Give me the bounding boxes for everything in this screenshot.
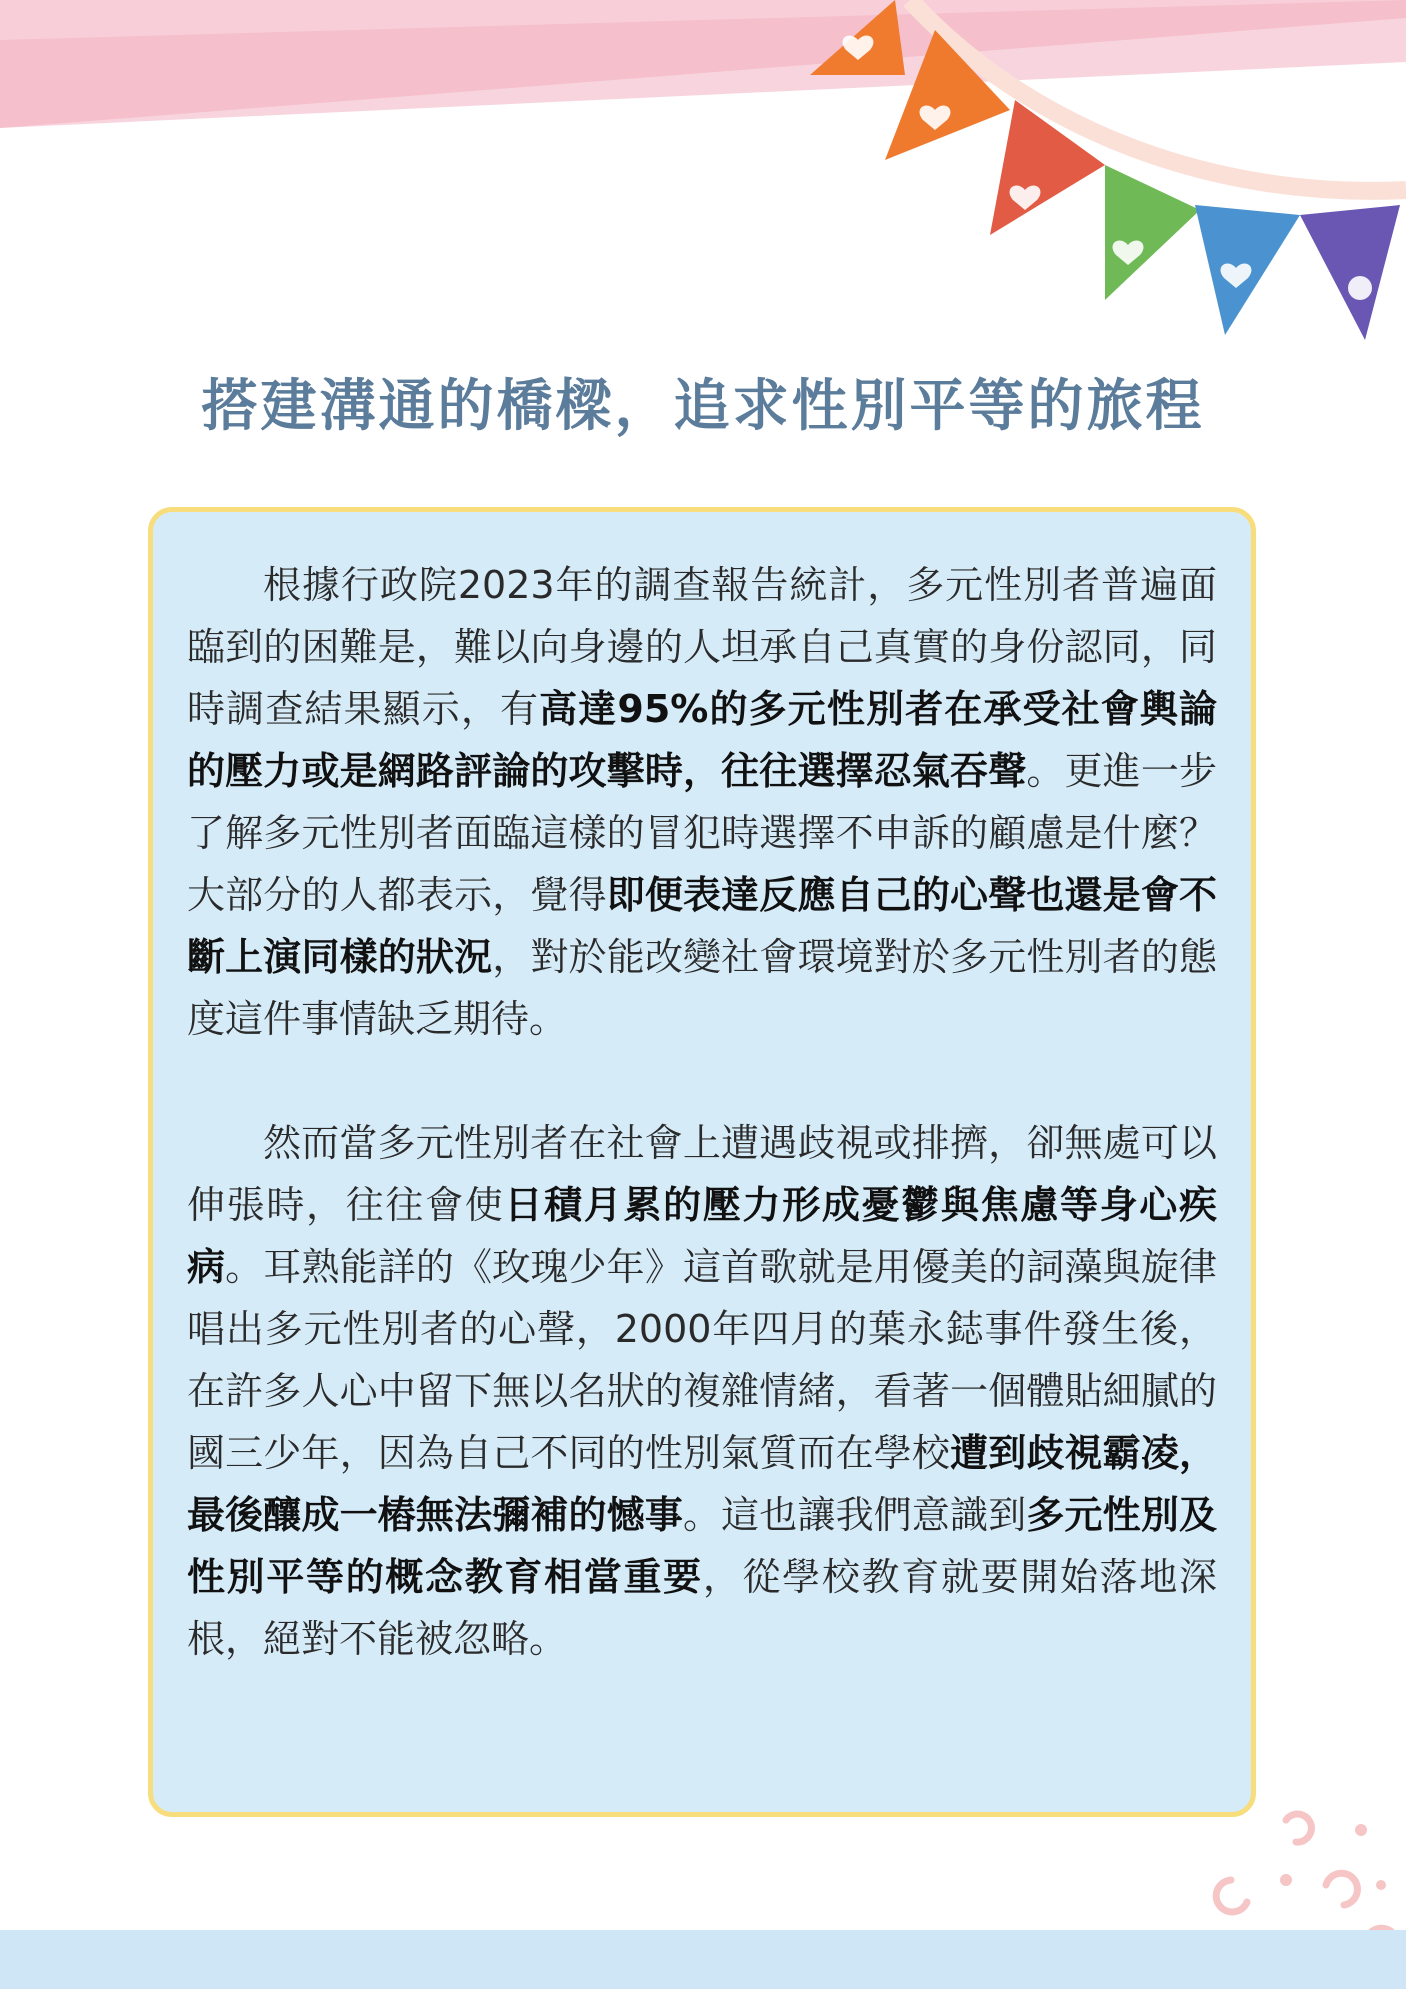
text-span: 根據行政院2023年的調查報告統計，多元性別者普遍面臨到的困難是，難以向身邊的人坦承自己真實的身份認同，同時調查結果顯示，有 bbox=[187, 563, 1217, 731]
flag-purple bbox=[1300, 205, 1400, 340]
page-title: 搭建溝通的橋樑，追求性別平等的旅程 bbox=[201, 374, 1205, 439]
bold-text-span: 日積月累的壓力形成憂鬱與焦慮等身心疾病 bbox=[187, 1183, 1217, 1289]
flag-green bbox=[1105, 165, 1200, 300]
bunting-decoration bbox=[0, 0, 1406, 360]
text-span: 然而當多元性別者在社會上遭遇歧視或排擠，卻無處可以伸張時，往往會使 bbox=[187, 1121, 1217, 1227]
flag-dot bbox=[1348, 276, 1372, 300]
swirl-icon bbox=[1216, 1880, 1247, 1912]
swirl-icon bbox=[1326, 1873, 1357, 1905]
content-card bbox=[148, 507, 1256, 1817]
text-span: 。這也讓我們意識到 bbox=[682, 1493, 1027, 1537]
bottom-band bbox=[0, 1930, 1406, 1989]
swirl-icon bbox=[1286, 1814, 1311, 1842]
bold-text-span: 遭到歧視霸凌，最後釀成一樁無法彌補的憾事 bbox=[187, 1431, 1217, 1537]
text-span: 。更進一步了解多元性別者面臨這樣的冒犯時選擇不申訴的顧慮是什麼？大部分的人都表示，覺得 bbox=[187, 749, 1217, 917]
bold-text-span: 多元性別及性別平等的概念教育相當重要 bbox=[187, 1493, 1217, 1599]
dot-icon bbox=[1280, 1874, 1292, 1886]
text-span: 。耳熟能詳的《玫瑰少年》這首歌就是用優美的詞藻與旋律唱出多元性別者的心聲，2000年四月的葉永鋕事件發生後，在許多人心中留下無以名狀的複雜情緒，看著一個體貼細膩的國三少年，因為自己不同的性別氣質而在學校 bbox=[187, 1245, 1217, 1475]
text-span: ，從學校教育就要開始落地深根，絕對不能被忽略。 bbox=[187, 1555, 1217, 1661]
bold-text-span: 高達95%的多元性別者在承受社會輿論的壓力或是網路評論的攻擊時，往往選擇忍氣吞聲 bbox=[187, 687, 1217, 793]
dot-icon bbox=[1355, 1824, 1367, 1836]
bold-text-span: 即便表達反應自己的心聲也還是會不斷上演同樣的狀況 bbox=[187, 873, 1217, 979]
dot-icon bbox=[1376, 1880, 1386, 1890]
paragraph-1 bbox=[187, 554, 1217, 1050]
paragraph-2 bbox=[187, 1112, 1217, 1670]
text-span: ，對於能改變社會環境對於多元性別者的態度這件事情缺乏期待。 bbox=[187, 935, 1217, 1041]
